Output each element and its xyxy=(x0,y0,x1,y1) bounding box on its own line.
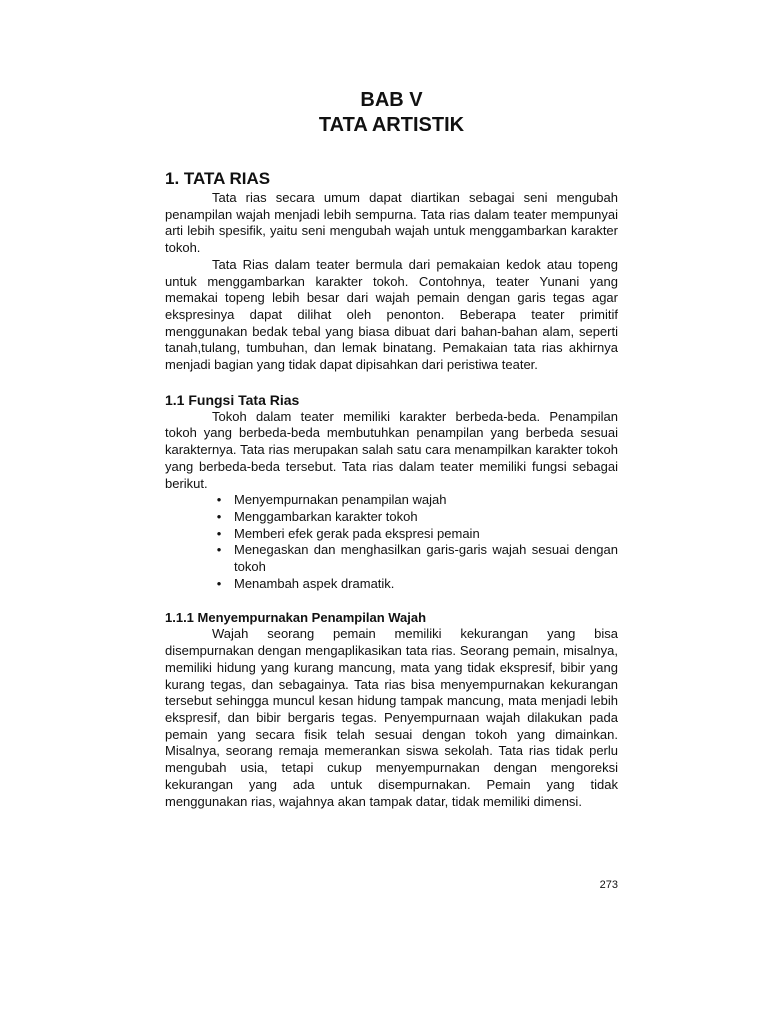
bullet-icon: • xyxy=(216,542,222,558)
list-item xyxy=(212,492,618,509)
paragraph: Tokoh dalam teater memiliki karakter berbeda-beda. Penampilan tokoh yang berbeda-beda membutuhkan penampilan yang berbeda sesuai karakternya. Tata rias merupakan salah satu cara menampilkan karakter tokoh yang berbeda-beda tersebut. Tata rias dalam teater memiliki fungsi sebagai berikut. xyxy=(165,408,618,491)
bullet-icon: • xyxy=(216,575,222,591)
list-item-text: Memberi efek gerak pada ekspresi pemain xyxy=(234,525,480,541)
list-item xyxy=(212,526,618,543)
page-number: 273 xyxy=(599,879,618,891)
bullet-icon: • xyxy=(216,508,222,524)
paragraph: Tata Rias dalam teater bermula dari pemakaian kedok atau topeng untuk menggambarkan karakter tokoh. Contohnya, teater Yunani yang memakai topeng lebih besar dari wajah pemain dengan garis tegas agar ekspresinya dapat dilihat oleh penonton. Beberapa teater primitif menggunakan bedak tebal yang biasa dibuat dari bahan-bahan alam, seperti tanah,tulang, tumbuhan, dan lemak binatang. Pemakaian tata rias akhirnya menjadi bagian yang tidak dapat dipisahkan dari peristiwa teater. xyxy=(165,256,618,373)
chapter-title: TATA ARTISTIK xyxy=(318,114,465,136)
function-list xyxy=(165,492,618,592)
section-heading-menyempurnakan-wajah: 1.1.1 Menyempurnakan Penampilan Wajah xyxy=(165,610,427,626)
paragraph: Tata rias secara umum dapat diartikan sebagai seni mengubah penampilan wajah menjadi lebih sempurna. Tata rias dalam teater mempunyai arti lebih spesifik, yaitu seni mengubah wajah untuk menggambarkan karakter tokoh. xyxy=(165,190,618,256)
list-item-text: Menegaskan dan menghasilkan garis-garis wajah sesuai dengan tokoh xyxy=(234,542,618,575)
bullet-icon: • xyxy=(216,492,222,508)
chapter-number: BAB V xyxy=(360,89,423,111)
list-item-text: Menambah aspek dramatik. xyxy=(234,575,395,591)
list-item xyxy=(212,542,618,575)
list-item-text: Menggambarkan karakter tokoh xyxy=(234,508,418,524)
list-item-text: Menyempurnakan penampilan wajah xyxy=(234,492,447,508)
section-heading-fungsi-tata-rias: 1.1 Fungsi Tata Rias xyxy=(165,391,300,408)
document-page xyxy=(165,88,618,810)
section-heading-tata-rias: 1. TATA RIAS xyxy=(165,169,271,188)
paragraph: Wajah seorang pemain memiliki kekurangan yang bisa disempurnakan dengan mengaplikasikan tata rias. Seorang pemain, misalnya, memiliki hidung yang kurang mancung, mata yang tidak ekspresif, bibir yang kurang tegas, dan sebagainya. Tata rias bisa menyempurnakan kekurangan tersebut sehingga muncul kesan hidung tampak mancung, mata menjadi lebih ekspresif, dan bibir bergaris tegas. Penyempurnaan wajah dilakukan pada pemain yang secara fisik telah sesuai dengan tokoh yang dimainkan. Misalnya, seorang remaja memerankan siswa sekolah. Tata rias tidak perlu mengubah usia, tetapi cukup menyempurnakan dengan mengoreksi kekurangan yang ada untuk disempurnakan. Pemain yang tidak menggunakan rias, wajahnya akan tampak datar, tidak memiliki dimensi. xyxy=(165,626,618,809)
list-item xyxy=(212,509,618,526)
list-item xyxy=(212,576,618,593)
bullet-icon: • xyxy=(216,525,222,541)
